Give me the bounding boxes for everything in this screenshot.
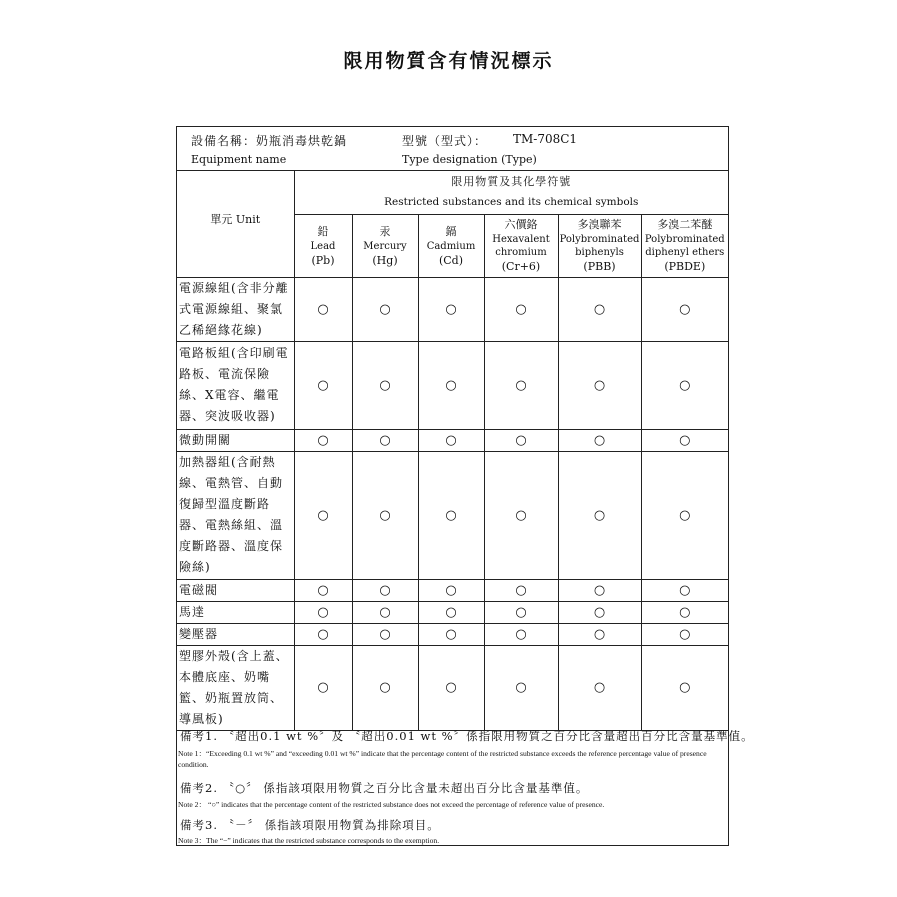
presence-mark: ○ [641, 601, 728, 623]
presence-mark: ○ [352, 429, 418, 451]
part-name: 馬達 [177, 601, 294, 623]
note-1-zh: 備考1. 〝超出0.1 wt %〞及 〝超出0.01 wt %〞係指限用物質之百分比含量超出百分比含量基準值。 [180, 729, 754, 743]
note-1-en: Note 1：“Exceeding 0.1 wt %” and “exceeding 0.01 wt %” indicate that the percentage content of the restricted substance exceeds the reference percentage value of presence condition. [178, 749, 707, 769]
presence-mark: ○ [352, 579, 418, 601]
presence-mark: ○ [418, 601, 484, 623]
substance-zh: 鉛 [317, 224, 329, 238]
presence-mark: ○ [352, 341, 418, 429]
presence-mark: ○ [484, 341, 558, 429]
table-row [177, 429, 728, 451]
presence-mark: ○ [294, 623, 352, 645]
presence-mark: ○ [484, 579, 558, 601]
part-name: 變壓器 [177, 623, 294, 645]
presence-mark: ○ [484, 429, 558, 451]
substance-header-1 [352, 214, 418, 277]
substance-symbol: (Hg) [372, 253, 398, 267]
presence-mark: ○ [294, 429, 352, 451]
substance-header-0 [294, 214, 352, 277]
restricted-substances-table [177, 171, 728, 731]
presence-mark: ○ [294, 579, 352, 601]
note-3-zh: 備考3. 〝－〞 係指該項限用物質為排除項目。 [180, 818, 440, 832]
presence-mark: ○ [641, 451, 728, 579]
presence-mark: ○ [641, 645, 728, 730]
presence-mark: ○ [352, 623, 418, 645]
substance-zh: 汞 [379, 224, 391, 238]
substance-zh: 鎘 [445, 224, 457, 238]
presence-mark: ○ [294, 451, 352, 579]
presence-mark: ○ [558, 277, 641, 341]
page-title: 限用物質含有情況標示 [343, 50, 554, 72]
presence-mark: ○ [294, 645, 352, 730]
presence-mark: ○ [558, 579, 641, 601]
presence-mark: ○ [352, 277, 418, 341]
presence-mark: ○ [641, 579, 728, 601]
substance-symbol: (PBB) [583, 260, 616, 273]
presence-mark: ○ [558, 645, 641, 730]
part-name: 加熱器組(含耐熱線、電熱管、自動復歸型溫度斷路器、電熱絲組、溫度斷路器、溫度保險絲) [177, 451, 294, 579]
presence-mark: ○ [484, 601, 558, 623]
presence-mark: ○ [418, 579, 484, 601]
declaration-sheet [176, 126, 754, 846]
presence-mark: ○ [641, 341, 728, 429]
note-2-en: Note 2： “○” indicates that the percentage content of the restricted substance does not exceed the percentage of reference value of presence. [178, 800, 605, 809]
presence-mark: ○ [418, 277, 484, 341]
part-name: 電磁閥 [177, 579, 294, 601]
presence-mark: ○ [418, 341, 484, 429]
substance-symbol: (Pb) [311, 253, 335, 267]
substance-header-5 [641, 214, 728, 277]
substance-en: Hexavalent chromium [492, 234, 550, 258]
substance-en: Cadmium [426, 240, 476, 252]
presence-mark: ○ [418, 429, 484, 451]
presence-mark: ○ [294, 601, 352, 623]
substance-group-en: Restricted substances and its chemical symbols [384, 196, 639, 209]
presence-mark: ○ [294, 277, 352, 341]
part-name: 電源線組(含非分離式電源線組、聚氯乙稀絕緣花線) [177, 277, 294, 341]
substance-zh: 六價鉻 [504, 218, 538, 231]
type-designation-zh: 型號（型式）： [402, 134, 488, 148]
substance-symbol: (PBDE) [664, 260, 706, 273]
part-name: 電路板組(含印刷電路板、電流保險絲、X電容、繼電器、突波吸收器) [177, 341, 294, 429]
substance-symbol: (Cr+6) [501, 260, 541, 273]
presence-mark: ○ [641, 277, 728, 341]
substance-group-zh: 限用物質及其化學符號 [451, 175, 572, 189]
presence-mark: ○ [484, 623, 558, 645]
table-row [177, 601, 728, 623]
type-designation-value: TM-708C1 [513, 132, 578, 146]
presence-mark: ○ [418, 451, 484, 579]
presence-mark: ○ [484, 451, 558, 579]
table-row [177, 579, 728, 601]
presence-mark: ○ [418, 623, 484, 645]
type-designation-en: Type designation (Type) [402, 153, 537, 166]
substance-en: Polybrominated diphenyl ethers [644, 234, 725, 258]
equipment-name-zh: 設備名稱：奶瓶消毒烘乾鍋 [191, 134, 348, 148]
presence-mark: ○ [558, 429, 641, 451]
presence-mark: ○ [558, 601, 641, 623]
presence-mark: ○ [352, 601, 418, 623]
substance-header-3 [484, 214, 558, 277]
presence-mark: ○ [294, 341, 352, 429]
unit-header: 單元 Unit [177, 171, 294, 277]
table-row [177, 623, 728, 645]
substance-en: Polybrominated biphenyls [559, 234, 640, 258]
presence-mark: ○ [558, 451, 641, 579]
substance-header-2 [418, 214, 484, 277]
equipment-name-en: Equipment name [191, 153, 287, 166]
note-2-zh: 備考2. 〝○〞 係指該項限用物質之百分比含量未超出百分比含量基準值。 [180, 781, 589, 795]
presence-mark: ○ [352, 645, 418, 730]
presence-mark: ○ [484, 645, 558, 730]
substance-group-header [294, 171, 728, 214]
presence-mark: ○ [641, 429, 728, 451]
substance-en: Lead [310, 240, 336, 252]
presence-mark: ○ [558, 341, 641, 429]
substance-zh: 多溴聯苯 [577, 218, 622, 231]
presence-mark: ○ [418, 645, 484, 730]
presence-mark: ○ [641, 623, 728, 645]
table-row [177, 341, 728, 429]
substance-en: Mercury [363, 240, 407, 252]
substance-header-4 [558, 214, 641, 277]
presence-mark: ○ [484, 277, 558, 341]
substance-symbol: (Cd) [438, 253, 464, 267]
equipment-header [177, 127, 728, 171]
part-name: 塑膠外殼(含上蓋、本體底座、奶嘴籃、奶瓶置放筒、導風板) [177, 645, 294, 730]
table-row [177, 645, 728, 730]
presence-mark: ○ [352, 451, 418, 579]
substance-zh: 多溴二苯醚 [657, 218, 713, 231]
table-row [177, 451, 728, 579]
presence-mark: ○ [558, 623, 641, 645]
part-name: 微動開關 [177, 429, 294, 451]
note-3-en: Note 3：The “−” indicates that the restricted substance corresponds to the exemption. [178, 836, 440, 845]
table-row [177, 277, 728, 341]
